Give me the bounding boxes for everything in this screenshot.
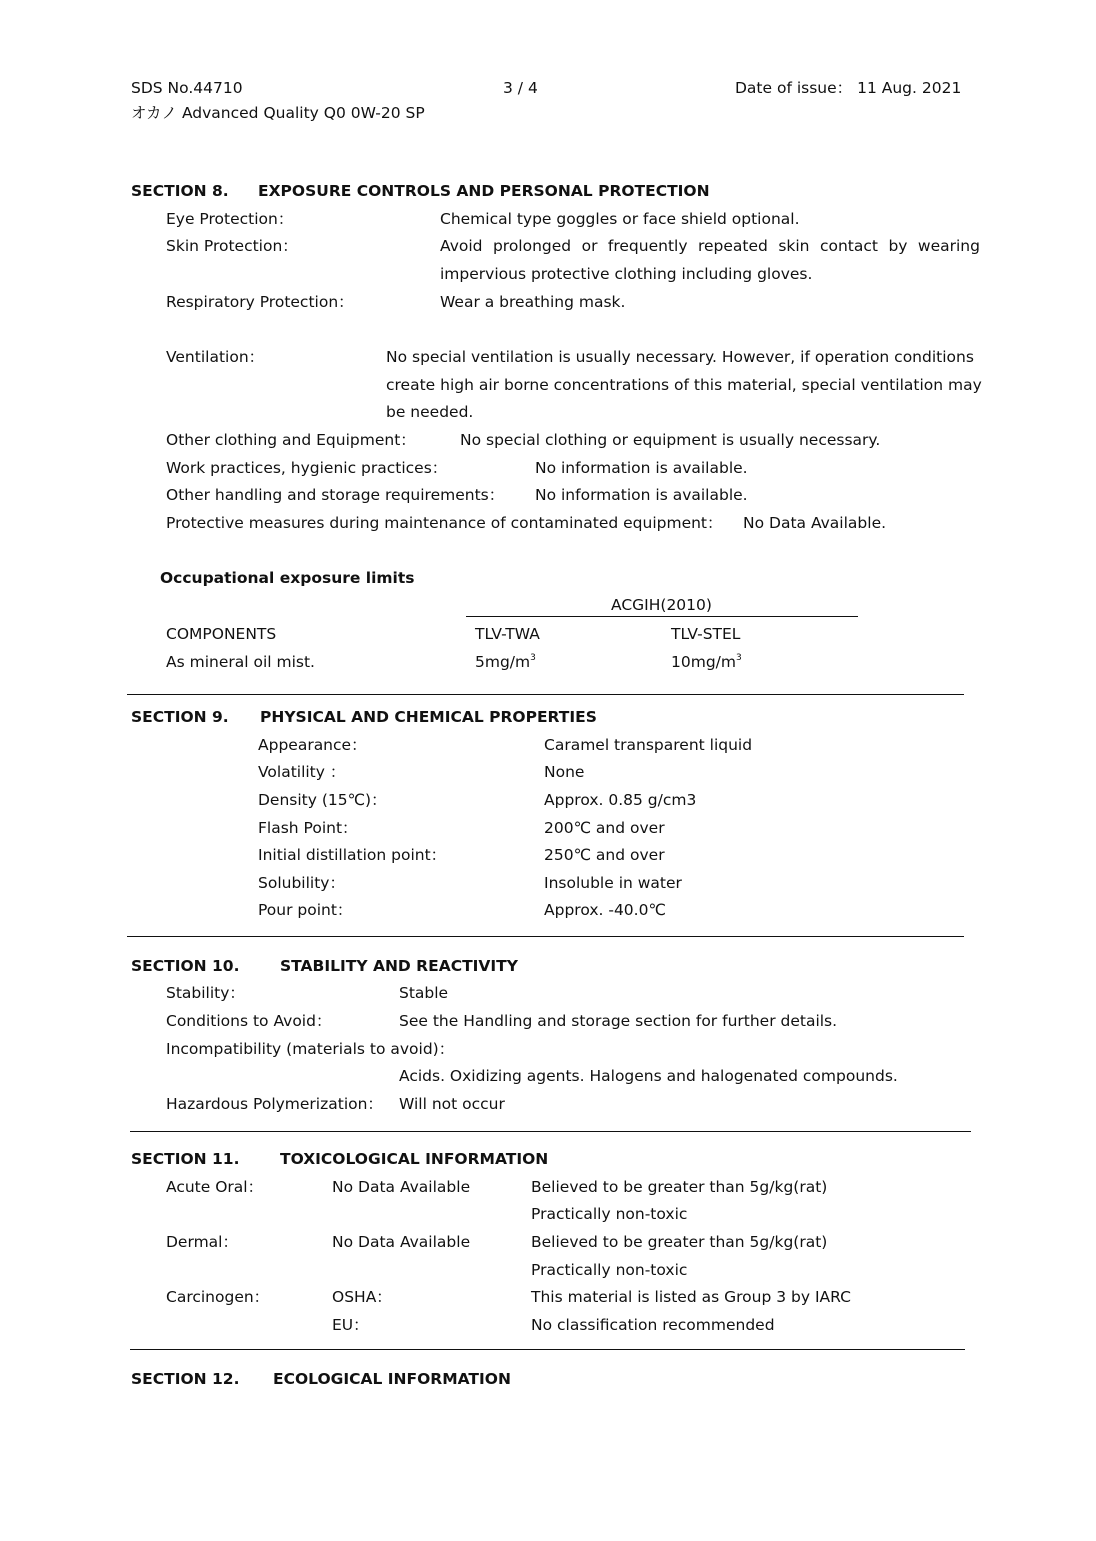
oel-header-rule [466,616,858,617]
section-divider [130,1131,971,1132]
work-practices-value: No information is available. [535,459,748,477]
protective-measures-value: No Data Available. [743,514,887,532]
property-label: Initial distillation point： [258,846,447,864]
ventilation-label: Ventilation： [166,348,265,366]
section-divider [127,936,964,937]
other-clothing-value: No special clothing or equipment is usually necessary. [460,431,881,449]
section-11-number: SECTION 11. [131,1150,240,1168]
section-11-title: TOXICOLOGICAL INFORMATION [280,1150,549,1168]
eu-label: EU： [332,1316,369,1334]
oel-col-components: COMPONENTS [166,625,277,643]
oel-row-component: As mineral oil mist. [166,653,315,671]
incompatibility-label: Incompatibility (materials to avoid)： [166,1040,455,1058]
conditions-to-avoid-label: Conditions to Avoid： [166,1012,332,1030]
dermal-value-1: Believed to be greater than 5g/kg(rat) [531,1233,828,1251]
handling-storage-value: No information is available. [535,486,748,504]
oel-col-tlv-twa: TLV-TWA [475,625,540,643]
incompatibility-value: Acids. Oxidizing agents. Halogens and halogenated compounds. [399,1067,898,1085]
section-12-title: ECOLOGICAL INFORMATION [273,1370,511,1388]
protective-measures-label: Protective measures during maintenance of contaminated equipment： [166,514,723,532]
skin-protection-line-1: Avoid prolonged or frequently repeated skin contact by wearing [440,237,980,255]
sds-number: SDS No.44710 [131,79,243,97]
property-label: Volatility ： [258,763,346,781]
property-value: 250℃ and over [544,846,665,864]
dermal-data: No Data Available [332,1233,471,1251]
oel-row-tlv-twa: $5mg/m^3$ [475,652,536,671]
handling-storage-label: Other handling and storage requirements： [166,486,505,504]
property-label: Flash Point： [258,819,358,837]
respiratory-protection-label: Respiratory Protection： [166,293,354,311]
property-value: Insoluble in water [544,874,682,892]
ventilation-line-2: create high air borne concentrations of this material, special ventilation may [386,376,982,394]
work-practices-label: Work practices, hygienic practices： [166,459,448,477]
acute-oral-label: Acute Oral： [166,1178,264,1196]
date-of-issue: Date of issue： 11 Aug. 2021 [735,79,962,97]
section-8-number: SECTION 8. [131,182,229,200]
section-12-number: SECTION 12. [131,1370,240,1388]
property-value: Caramel transparent liquid [544,736,753,754]
dermal-label: Dermal： [166,1233,238,1251]
acute-oral-data: No Data Available [332,1178,471,1196]
property-label: Appearance： [258,736,367,754]
ventilation-line-1: No special ventilation is usually necessary. However, if operation conditions [386,348,974,366]
section-9-number: SECTION 9. [131,708,229,726]
stability-label: Stability： [166,984,245,1002]
section-10-title: STABILITY AND REACTIVITY [280,957,518,975]
eye-protection-value: Chemical type goggles or face shield optional. [440,210,800,228]
acute-oral-value-1: Believed to be greater than 5g/kg(rat) [531,1178,828,1196]
oel-title: Occupational exposure limits [160,569,415,587]
dermal-value-2: Practically non-toxic [531,1261,688,1279]
oel-row-tlv-stel: $10mg/m^3$ [671,652,742,671]
other-clothing-label: Other clothing and Equipment： [166,431,416,449]
section-divider [127,694,964,695]
hazardous-polymerization-label: Hazardous Polymerization： [166,1095,383,1113]
property-value: 200℃ and over [544,819,665,837]
section-10-number: SECTION 10. [131,957,240,975]
osha-label: OSHA： [332,1288,392,1306]
section-9-title: PHYSICAL AND CHEMICAL PROPERTIES [260,708,597,726]
product-name: オカノ Advanced Quality Q0 0W-20 SP [131,104,425,122]
conditions-to-avoid-value: See the Handling and storage section for further details. [399,1012,838,1030]
ventilation-line-3: be needed. [386,403,474,421]
carcinogen-label: Carcinogen： [166,1288,270,1306]
skin-protection-label: Skin Protection： [166,237,298,255]
stability-value: Stable [399,984,449,1002]
osha-value: This material is listed as Group 3 by IARC [531,1288,851,1306]
eu-value: No classification recommended [531,1316,775,1334]
section-divider [130,1349,965,1350]
respiratory-protection-value: Wear a breathing mask. [440,293,626,311]
property-value: None [544,763,585,781]
acute-oral-value-2: Practically non-toxic [531,1205,688,1223]
property-label: Solubility： [258,874,345,892]
section-8-title: EXPOSURE CONTROLS AND PERSONAL PROTECTION [258,182,710,200]
oel-acgih-header: ACGIH(2010) [611,596,712,614]
skin-protection-line-2: impervious protective clothing including gloves. [440,265,813,283]
property-label: Density (15℃)： [258,791,387,809]
property-label: Pour point： [258,901,353,919]
hazardous-polymerization-value: Will not occur [399,1095,505,1113]
eye-protection-label: Eye Protection： [166,210,294,228]
property-value: Approx. 0.85 g/cm3 [544,791,697,809]
oel-col-tlv-stel: TLV-STEL [671,625,741,643]
page-number: 3 / 4 [503,79,538,97]
property-value: Approx. -40.0℃ [544,901,666,919]
